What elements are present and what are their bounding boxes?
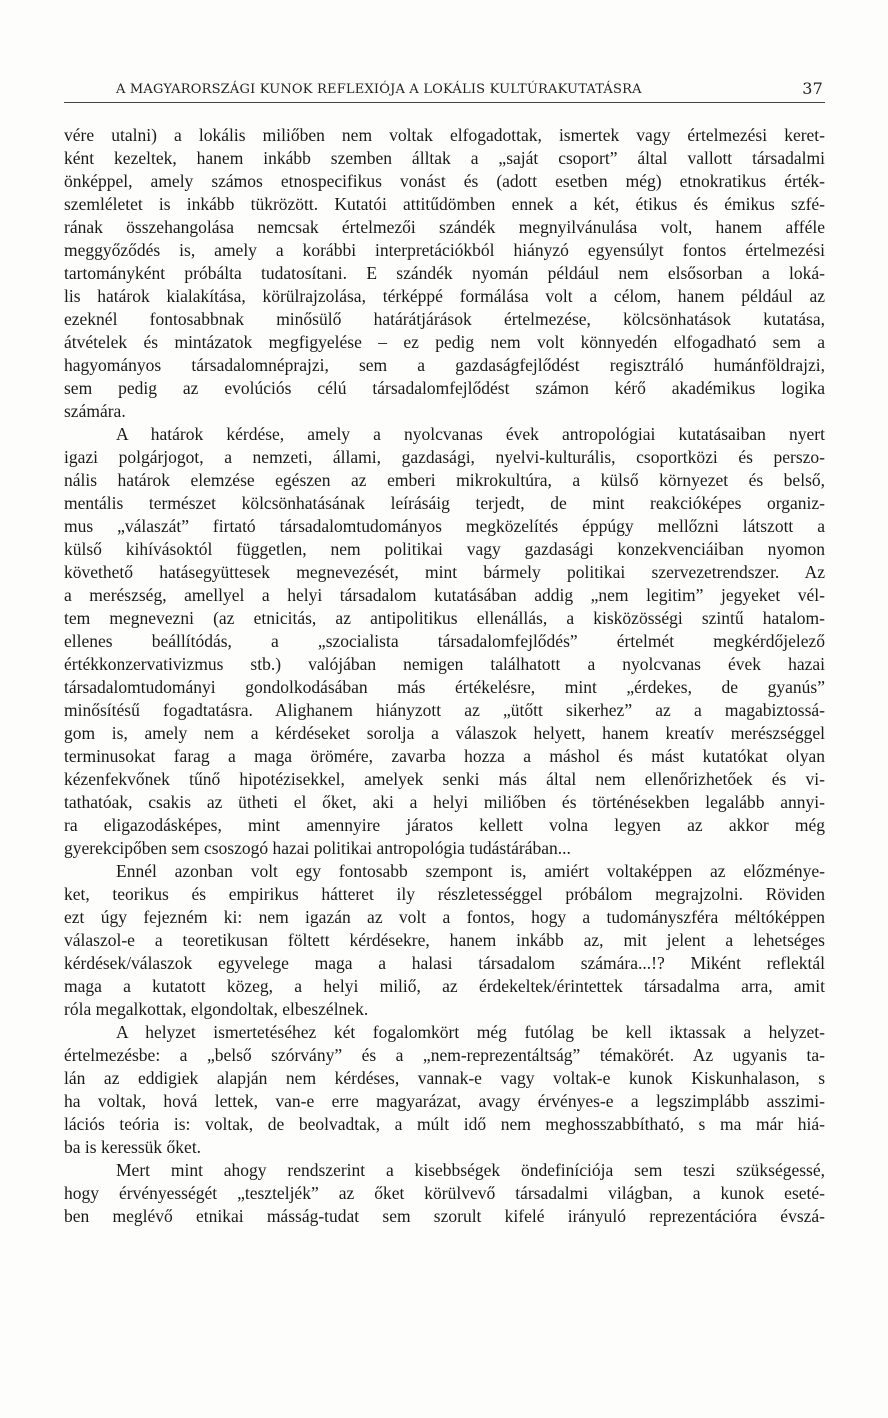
- text-line: társadalomtudományi gondolkodásában más értékelésre, mint „érdekes, de gyanús”: [64, 677, 825, 697]
- text-line: a merészség, amellyel a helyi társadalom kutatásában addig „nem legitim” jegyeket vél-: [64, 585, 825, 605]
- text-line: követhető hatásegyüttesek megnevezését, mint bármely politikai szervezetrendszer. Az: [64, 562, 825, 582]
- body-text: [64, 124, 825, 1228]
- text-line: ba is keressük őket.: [64, 1137, 202, 1157]
- text-line: ra eligazodásképes, mint amennyire járatos kellett volna legyen az akkor még: [64, 815, 825, 835]
- text-line: terminusokat farag a maga örömére, zavarba hozza a máshol és mást kutatókat olyan: [64, 746, 825, 766]
- text-line: ként kezeltek, hanem inkább szemben álltak a „saját csoport” által vallott társadalmi: [64, 148, 825, 168]
- text-line: átvételek és mintázatok megfigyelése – ez pedig nem volt könnyedén elfogadható sem a: [64, 332, 825, 352]
- text-line: róla megalkottak, elgondoltak, elbeszélnek.: [64, 999, 369, 1019]
- text-line: válaszol-e a teoretikusan föltett kérdésekre, hanem inkább az, mit jelent a lehetséges: [64, 930, 825, 950]
- text-line: mus „válaszát” firtató társadalomtudományos megközelítés éppúgy mellőzni látszott a: [64, 516, 825, 536]
- text-line: ellenes beállítódás, a „szocialista társadalomfejlődés” értelmét megkérdőjelező: [64, 631, 825, 651]
- text-line: tartományként próbálta tudatosítani. E szándék nyomán például nem elsősorban a loká-: [64, 263, 825, 283]
- text-line: meggyőződés is, amely a korábbi interpretációkból hiányzó egyensúlyt fontos értelmezési: [64, 240, 825, 260]
- text-line: külső kihívásoktól független, nem politikai vagy gazdasági konzekvenciáiban nyomon: [64, 539, 825, 559]
- text-line: maga a kutatott közeg, a helyi miliő, az érdekeltek/érintettek társadalma arra, amit: [64, 976, 825, 996]
- text-line: számára.: [64, 401, 126, 421]
- text-line: ezt úgy fejezném ki: nem igazán az volt a fontos, hogy a tudományszféra méltóképpen: [64, 907, 825, 927]
- text-line: gyerekcipőben sem csoszogó hazai politikai antropológia tudástárában...: [64, 838, 571, 858]
- page-number: 37: [802, 79, 823, 98]
- text-line: ben meglévő etnikai másság-tudat sem szorult kifelé irányuló reprezentációra évszá-: [64, 1206, 825, 1226]
- text-line: lis határok kialakítása, körülrajzolása, térképpé formálása volt a célom, hanem például az: [64, 286, 825, 306]
- text-line: igazi polgárjogot, a nemzeti, állami, gazdasági, nyelvi-kulturális, csoportközi és perszo-: [64, 447, 825, 467]
- paragraph-first-line: A határok kérdése, amely a nyolcvanas évek antropológiai kutatásaiban nyert: [116, 424, 825, 444]
- text-line: kézenfekvőnek tűnő hipotézisekkel, amelyek senki más által nem ellenőrizhetőek és vi-: [64, 769, 825, 789]
- text-line: ket, teorikus és empirikus hátteret ily részletességgel próbálom megrajzolni. Röviden: [64, 884, 825, 904]
- text-line: ezeknél fontosabbnak minősülő határátjárások értelmezése, kölcsönhatások kutatása,: [64, 309, 825, 329]
- text-line: lán az eddigiek alapján nem kérdéses, vannak-e vagy voltak-e kunok Kiskunhalason, s: [64, 1068, 825, 1088]
- text-line: tathatóak, csakis az ütheti el őket, aki a helyi miliőben és történésekben legalább annyi-: [64, 792, 825, 812]
- text-line: kérdések/válaszok egyvelege maga a halasi társadalom számára...!? Miként reflektál: [64, 953, 825, 973]
- text-line: minősítésű fogadtatásra. Alighanem hiányzott az „ütőtt sikerhez” az a magabiztossá-: [64, 700, 825, 720]
- text-line: értékkonzervativizmus stb.) valójában nemigen találhatott a nyolcvanas évek hazai: [64, 654, 825, 674]
- text-line: mentális természet kölcsönhatásának leírásáig terjedt, de mint reakcióképes organiz-: [64, 493, 825, 513]
- paragraph-first-line: A helyzet ismertetéséhez két fogalomkört még futólag be kell iktassak a helyzet-: [116, 1022, 825, 1042]
- paragraph-first-line: Ennél azonban volt egy fontosabb szempont is, amiért voltaképpen az előzménye-: [116, 861, 825, 881]
- text-line: sem pedig az evolúciós célú társadalomfejlődést számon kérő akadémikus logika: [64, 378, 825, 398]
- text-line: gom is, amely nem a kérdéseket sorolja a válaszok helyett, hanem kreatív merészséggel: [64, 723, 825, 743]
- text-line: hogy érvényességét „teszteljék” az őket körülvevő társadalmi világban, a kunok eseté-: [64, 1183, 825, 1203]
- text-line: önképpel, amely számos etnospecifikus vonást és (adott esetben még) etnokratikus érték-: [64, 171, 825, 191]
- text-line: rának összehangolása nemcsak értelmezői szándék megnyilvánulása volt, hanem afféle: [64, 217, 825, 237]
- text-line: vére utalni) a lokális miliőben nem voltak elfogadottak, ismertek vagy értelmezési keret-: [64, 125, 825, 145]
- text-line: szemléletet is inkább tükrözött. Kutatói attitűdömben ennek a két, étikus és émikus szfé-: [64, 194, 825, 214]
- text-line: hagyományos társadalomnéprajzi, sem a gazdaságfejlődést regisztráló humánföldrajzi,: [64, 355, 825, 375]
- text-line: tem megnevezni (az etnicitás, az antipolitikus ellenállás, a kisközösségi szintű hatalom-: [64, 608, 825, 628]
- paragraph-first-line: Mert mint ahogy rendszerint a kisebbségek öndefiníciója sem teszi szükségessé,: [116, 1160, 825, 1180]
- text-line: értelmezésbe: a „belső szórvány” és a „nem-reprezentáltság” témakörét. Az ugyanis ta-: [64, 1045, 825, 1065]
- running-header-title: A MAGYARORSZÁGI KUNOK REFLEXIÓJA A LOKÁLIS KULTÚRAKUTATÁSRA: [116, 82, 642, 97]
- text-line: nális határok elemzése egészen az emberi mikrokultúra, a külső környezet és belső,: [64, 470, 825, 490]
- text-line: lációs teória is: voltak, de beolvadtak, a múlt idő nem meghosszabbítható, s ma már hiá-: [64, 1114, 825, 1134]
- text-line: ha voltak, hová lettek, van-e erre magyarázat, avagy érvényes-e a legszimplább asszimi-: [64, 1091, 825, 1111]
- running-header: [64, 78, 825, 103]
